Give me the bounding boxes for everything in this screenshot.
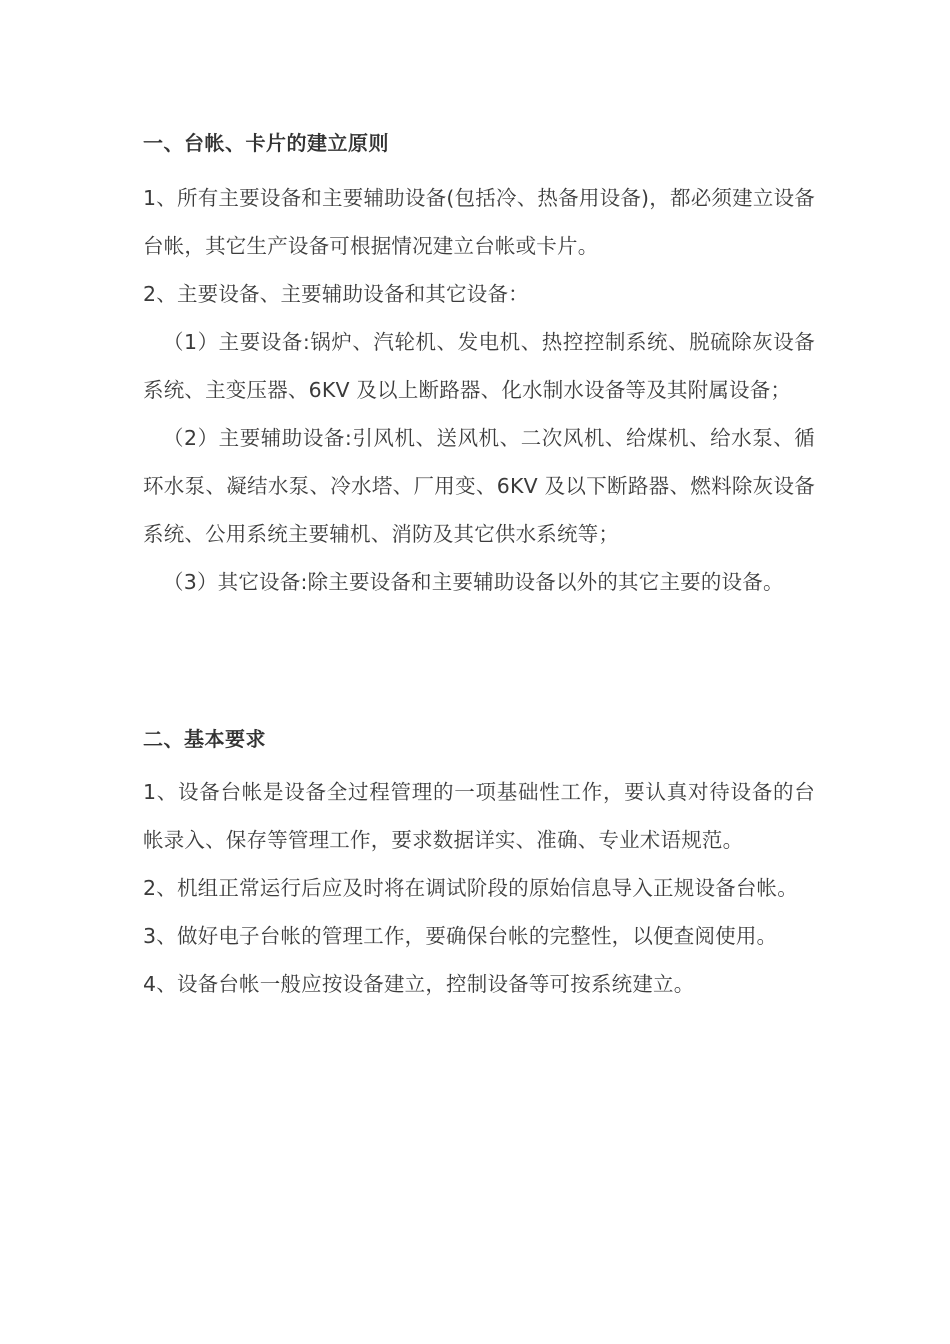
section-heading-1: 一、台帐、卡片的建立原则 [143, 131, 389, 155]
paragraph-s2-p3: 3、做好电子台帐的管理工作，要确保台帐的完整性，以便查阅使用。 [143, 924, 778, 948]
section-separator-space [143, 606, 815, 724]
paragraph-s1-p2: 2、主要设备、主要辅助设备和其它设备： [143, 282, 529, 306]
paragraph-s1-p1: 1、所有主要设备和主要辅助设备(包括冷、热备用设备)，都必须建立设备台帐，其它生产设备可根据情况建立台帐或卡片。 [143, 186, 815, 258]
document-text-body [143, 128, 815, 1008]
paragraph-s1-p2-sub2: （2）主要辅助设备:引风机、送风机、二次风机、给煤机、给水泵、循环水泵、凝结水泵、冷水塔、厂用变、6KV 及以下断路器、燃料除灰设备系统、公用系统主要辅机、消防及其它供水系统等； [143, 426, 815, 546]
paragraph-s2-p2: 2、机组正常运行后应及时将在调试阶段的原始信息导入正规设备台帐。 [143, 876, 798, 900]
paragraph-s2-p4: 4、设备台帐一般应按设备建立，控制设备等可按系统建立。 [143, 972, 695, 996]
section-heading-2: 二、基本要求 [143, 727, 266, 751]
paragraph-s1-p2-sub3: （3）其它设备:除主要设备和主要辅助设备以外的其它主要的设备。 [163, 570, 784, 594]
paragraph-s2-p1: 1、设备台帐是设备全过程管理的一项基础性工作，要认真对待设备的台帐录入、保存等管理工作，要求数据详实、准确、专业术语规范。 [143, 780, 815, 852]
paragraph-s1-p2-sub1: （1）主要设备:锅炉、汽轮机、发电机、热控控制系统、脱硫除灰设备系统、主变压器、6KV 及以上断路器、化水制水设备等及其附属设备； [143, 330, 815, 402]
